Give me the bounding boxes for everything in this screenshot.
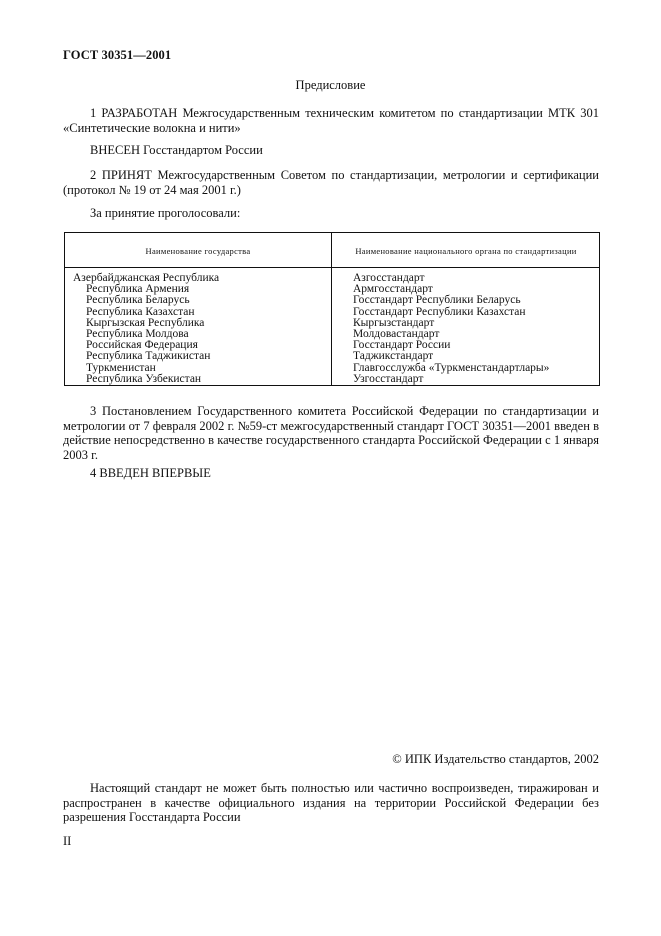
- document-header: ГОСТ 30351—2001: [63, 48, 172, 62]
- paragraph-developed: [63, 106, 599, 135]
- body-cell: Таджикстандарт: [353, 350, 434, 363]
- body-cell: Армгосстандарт: [353, 283, 433, 296]
- paragraph-introduced: [63, 466, 599, 481]
- paragraph-submitted: [63, 143, 599, 158]
- table-header-divider: [65, 267, 599, 268]
- paragraph-developed-text: 1 РАЗРАБОТАН Межгосударственным техническим комитетом по стандартизации МТК 301 «Синтетические волокна и нити»: [63, 106, 599, 135]
- paragraph-introduced-text: 4 ВВЕДЕН ВПЕРВЫЕ: [90, 466, 211, 480]
- body-cell: Узгосстандарт: [353, 372, 424, 385]
- table-header-state: Наименование государства: [145, 246, 251, 256]
- paragraph-submitted-text: ВНЕСЕН Госстандартом России: [90, 143, 263, 157]
- body-cell: Азгосстандарт: [353, 272, 425, 284]
- state-cell: Республика Таджикистан: [86, 350, 211, 363]
- state-cell: Азербайджанская Республика: [73, 272, 220, 284]
- body-cell: Госстандарт Республики Беларусь: [353, 294, 521, 307]
- reproduction-notice-text: Настоящий стандарт не может быть полностью или частично воспроизведен, тиражирован и распространен в качестве официального издания на территории Российской Федерации без разрешения Госстандарта России: [63, 781, 599, 824]
- state-cell: Республика Армения: [86, 283, 190, 296]
- state-cell: Кыргызская Республика: [86, 316, 205, 329]
- paragraph-voted: [63, 206, 599, 221]
- state-cell: Туркменистан: [86, 361, 156, 374]
- paragraph-enacted-text: 3 Постановлением Государственного комитета Российской Федерации по стандартизации и метрологии от 7 февраля 2002 г. №59-ст межгосударственный стандарт ГОСТ 30351—2001 введен в действие непосредственно в качестве государственного стандарта Российской Федерации с 1 января 2003 г.: [63, 404, 599, 462]
- body-cell: Госстандарт России: [353, 339, 451, 352]
- copyright-line: © ИПК Издательство стандартов, 2002: [392, 752, 599, 766]
- state-cell: Республика Молдова: [86, 328, 189, 341]
- paragraph-voted-text: За принятие проголосовали:: [90, 206, 241, 220]
- body-cell: Кыргызстандарт: [353, 316, 435, 329]
- table-header-body: Наименование национального органа по стандартизации: [355, 246, 577, 256]
- state-cell: Российская Федерация: [86, 339, 198, 352]
- body-cell: Госстандарт Республики Казахстан: [353, 305, 526, 318]
- state-cell: Республика Беларусь: [86, 294, 190, 307]
- page-number: II: [63, 834, 72, 848]
- page-title: Предисловие: [295, 78, 366, 92]
- state-cell: Республика Казахстан: [86, 305, 195, 318]
- states-column: [73, 273, 219, 385]
- bodies-column: [353, 273, 549, 385]
- reproduction-notice: [63, 781, 599, 825]
- paragraph-adopted: [63, 168, 599, 197]
- voting-table: [64, 232, 600, 386]
- body-cell: Главгосслужба «Туркменстандартлары»: [353, 361, 550, 374]
- state-cell: Республика Узбекистан: [86, 372, 202, 385]
- paragraph-enacted: [63, 404, 599, 462]
- body-cell: Молдовастандарт: [353, 328, 440, 341]
- paragraph-adopted-text: 2 ПРИНЯТ Межгосударственным Советом по стандартизации, метрологии и сертификации (протокол № 19 от 24 мая 2001 г.): [63, 168, 599, 197]
